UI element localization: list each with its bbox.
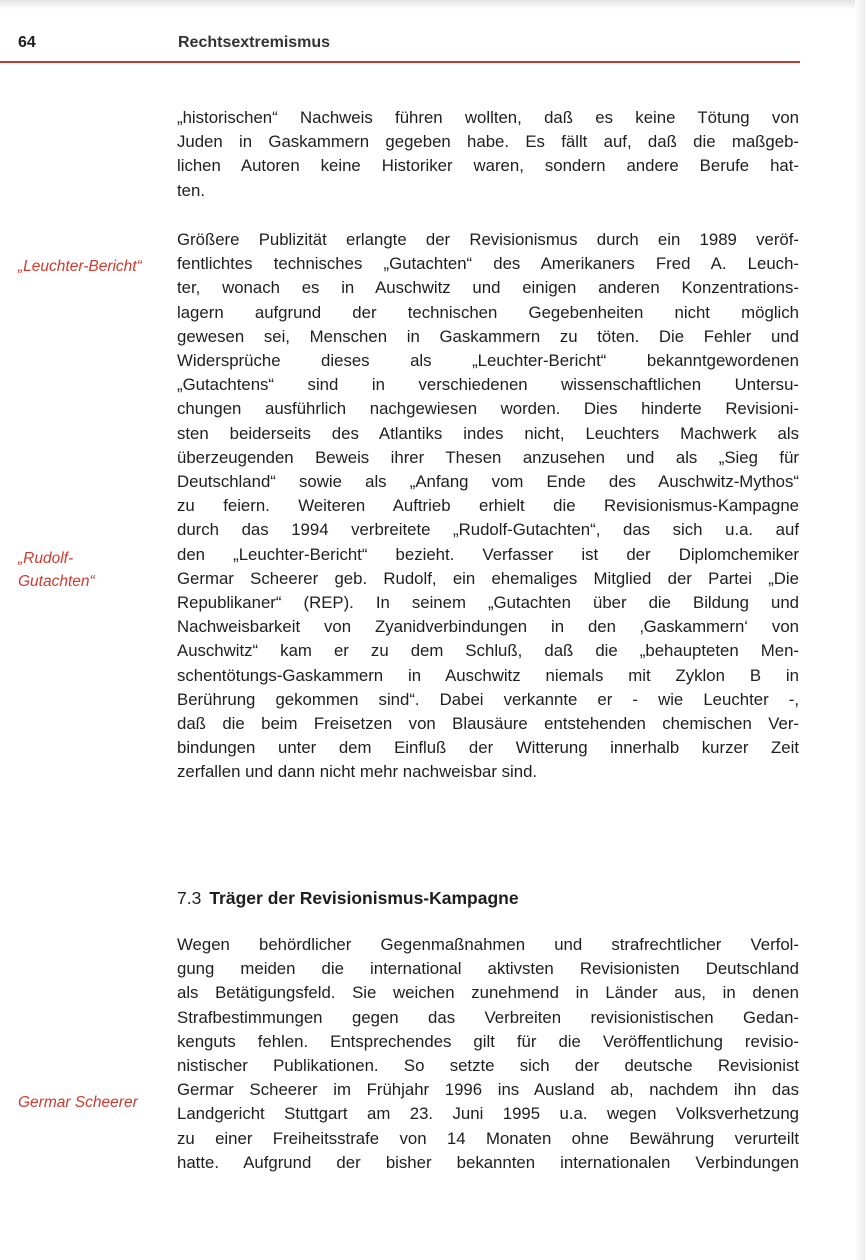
paragraph-2 [177,228,799,785]
margin-note-leuchter-bericht [18,255,142,278]
text-line: Auschwitz“ kam er zu dem Schluß, daß die „behaupteten Men- [177,641,799,661]
margin-note-text: Gutachten“ [18,573,95,590]
text-line: Wegen behördlicher Gegenmaßnahmen und strafrechtlicher Verfol- [177,935,799,954]
text-line: durch das 1994 verbreitete „Rudolf-Gutachten“, das sich u.a. auf [177,520,799,540]
margin-note-rudolf-gutachten [18,547,95,593]
text-line: zu feiern. Weiteren Auftrieb erhielt die Revisionismus-Kampagne [177,496,799,516]
text-line: ten. [177,180,205,200]
text-line: Strafbestimmungen gegen das Verbreiten revisionistischen Gedan- [177,1007,799,1027]
section-heading [177,888,519,909]
text-line: Germar Scheerer im Frühjahr 1996 ins Ausland ab, nachdem ihn das [177,1080,799,1100]
margin-note-text: „Rudolf- [18,550,74,567]
paragraph-3 [177,933,799,1175]
text-line: nistischer Publikationen. So setzte sich der deutsche Revisionist [177,1056,799,1076]
text-line: gung meiden die international aktivsten Revisionisten Deutschland [177,959,799,979]
text-line: schentötungs-Gaskammern in Auschwitz niemals mit Zyklon B in [177,665,799,685]
text-line: Germar Scheerer geb. Rudolf, ein ehemaliges Mitglied der Partei „Die [177,568,799,588]
text-line: Landgericht Stuttgart am 23. Juni 1995 u.a. wegen Volksverhetzung [177,1104,799,1124]
section-title: Träger der Revisionismus-Kampagne [209,888,519,908]
section-number: 7.3 [177,888,202,908]
text-line: Berührung gekommen sind“. Dabei verkannte er - wie Leuchter -, [177,689,799,709]
text-line: Nachweisbarkeit von Zyanidverbindungen in den ‚Gaskammern‘ von [177,617,799,637]
page-top-shadow [0,0,865,10]
text-line: Republikaner“ (REP). In seinem „Gutachten über die Bildung und [177,593,799,613]
paragraph-1 [177,106,799,203]
page-number: 64 [18,34,36,51]
text-line: zerfallen und dann nicht mehr nachweisbar sind. [177,762,538,782]
text-line: gewesen sei, Menschen in Gaskammern zu töten. Die Fehler und [177,326,799,346]
text-line: Widersprüche dieses als „Leuchter-Bericht“ bekanntgewordenen [177,351,799,371]
text-line: daß die beim Freisetzen von Blausäure entstehenden chemischen Ver- [177,714,799,734]
text-line: kenguts fehlen. Entsprechendes gilt für die Veröffentlichung revisio- [177,1031,799,1051]
text-line: sten beiderseits des Atlantiks indes nicht, Leuchters Machwerk als [177,423,799,443]
text-line: chungen ausführlich nachgewiesen worden. Dies hinderte Revisioni- [177,399,799,419]
text-line: lichen Autoren keine Historiker waren, sondern andere Berufe hat- [177,156,799,176]
text-line: „Gutachtens“ sind in verschiedenen wissenschaftlichen Untersu- [177,375,799,395]
text-line: Juden in Gaskammern gegeben habe. Es fällt auf, daß die maßgeb- [177,132,799,152]
text-line: lagern aufgrund der technischen Gegebenheiten nicht möglich [177,302,799,322]
margin-note-text: „Leuchter-Bericht“ [18,258,142,275]
text-line: Deutschland“ sowie als „Anfang vom Ende des Auschwitz-Mythos“ [177,472,799,492]
margin-note-text: Germar Scheerer [18,1094,138,1111]
text-line: zu einer Freiheitsstrafe von 14 Monaten ohne Bewährung verurteilt [177,1128,799,1148]
page-right-edge [855,0,865,1260]
text-line: hatte. Aufgrund der bisher bekannten internationalen Verbindungen [177,1152,799,1172]
text-line: „historischen“ Nachweis führen wollten, daß es keine Tötung von [177,108,799,127]
text-line: als Betätigungsfeld. Sie weichen zunehmend in Länder aus, in denen [177,983,799,1003]
text-line: bindungen unter dem Einfluß der Witterung innerhalb kurzer Zeit [177,738,799,758]
text-line: den „Leuchter-Bericht“ bezieht. Verfasser ist der Diplomchemiker [177,544,799,564]
header-rule [0,61,800,63]
text-line: fentlichtes technisches „Gutachten“ des Amerikaners Fred A. Leuch- [177,254,799,274]
text-line: überzeugenden Beweis ihrer Thesen anzusehen und als „Sieg für [177,447,799,467]
margin-note-germar-scheerer [18,1091,138,1114]
running-head-title: Rechtsextremismus [178,34,331,51]
text-line: ter, wonach es in Auschwitz und einigen anderen Konzentrations- [177,278,799,298]
text-line: Größere Publizität erlangte der Revisionismus durch ein 1989 veröf- [177,230,799,249]
